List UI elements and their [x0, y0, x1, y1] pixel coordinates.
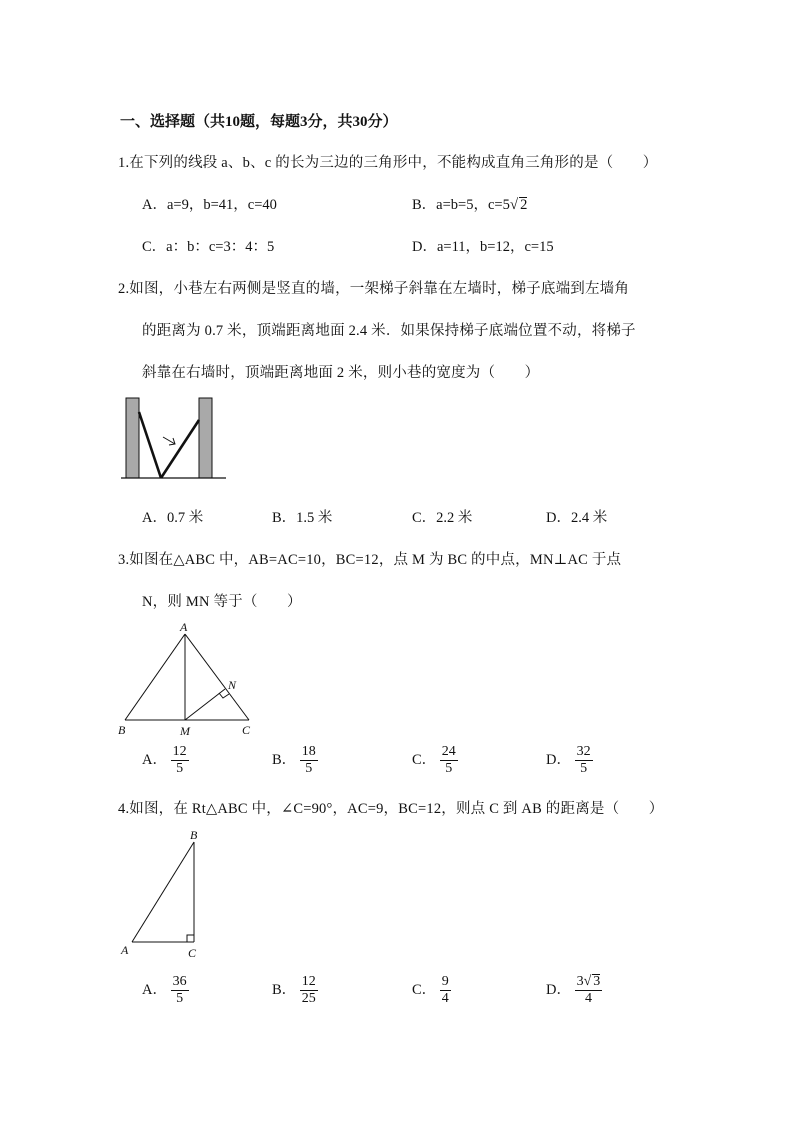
numerator: 36: [172, 974, 187, 989]
q2-option-c[interactable]: [412, 506, 472, 527]
option-text: 2.4 米: [570, 510, 608, 526]
numerator: 24: [441, 744, 456, 759]
radicand: 2: [520, 197, 528, 213]
question-2-stem-line-3: 斜靠在右墙时，顶端距离地面 2 米，则小巷的宽度为（ ）: [142, 365, 540, 381]
option-letter: A．: [142, 197, 167, 213]
numerator: 12: [172, 744, 187, 759]
fraction: [440, 744, 458, 777]
numerator: 12: [301, 974, 316, 989]
numerator: [575, 974, 603, 991]
option-text: a=11，b=12，c=15: [436, 239, 554, 255]
option-letter: B．: [412, 197, 437, 213]
fraction: [171, 974, 189, 1007]
right-angle-mark: [187, 935, 194, 942]
hypotenuse-ab: [132, 842, 194, 942]
label-m: M: [180, 724, 190, 738]
label-c: C: [242, 723, 251, 737]
numerator: 9: [441, 974, 449, 989]
denominator: 4: [584, 991, 592, 1006]
question-3-stem-line-1: 3.如图在△ABC 中，AB=AC=10，BC=12，点 M 为 BC 的中点，MN⊥AC 于点: [118, 552, 622, 568]
q1-option-b[interactable]: [412, 193, 527, 214]
label-b: B: [118, 723, 126, 737]
q1-option-d[interactable]: [412, 235, 554, 256]
q3-option-d[interactable]: [546, 744, 593, 777]
q4-option-c[interactable]: [412, 974, 451, 1007]
option-letter: C．: [142, 239, 167, 255]
side-ac: [185, 634, 249, 720]
q2-option-b[interactable]: [272, 506, 332, 527]
fraction: [171, 744, 189, 777]
label-c: C: [188, 946, 197, 960]
q3-option-c[interactable]: [412, 744, 458, 777]
option-letter: B．: [272, 510, 297, 526]
question-2-stem-line-1: 2.如图，小巷左右两侧是竖直的墙，一架梯子斜靠在左墙时，梯子底端到左墙角: [118, 281, 630, 297]
fraction: [575, 974, 603, 1007]
right-triangle-figure: [116, 826, 212, 964]
numerator: 32: [576, 744, 591, 759]
numerator: 18: [301, 744, 316, 759]
question-4-stem: 4.如图，在 Rt△ABC 中，∠C=90°，AC=9，BC=12，则点 C 到 AB 的距离是（ ）: [118, 801, 664, 817]
option-letter: D．: [546, 751, 571, 768]
label-b: B: [190, 828, 198, 842]
option-letter: D．: [546, 981, 571, 998]
left-wall: [126, 398, 139, 478]
fraction: [300, 974, 318, 1007]
option-text: a=b=5，c=5: [436, 197, 510, 213]
option-letter: D．: [412, 239, 437, 255]
denominator: 5: [580, 761, 588, 776]
question-1-stem: 1.在下列的线段 a、b、c 的长为三边的三角形中，不能构成直角三角形的是（ ）: [118, 155, 658, 171]
label-a: A: [121, 943, 129, 957]
side-ab: [125, 634, 185, 720]
label-n: N: [228, 678, 237, 692]
denominator: 5: [176, 991, 184, 1006]
radicand: 3: [593, 974, 601, 989]
q2-option-d[interactable]: [546, 506, 607, 527]
option-letter: B．: [272, 751, 297, 768]
right-wall: [199, 398, 212, 478]
option-letter: C．: [412, 981, 437, 998]
label-a: A: [180, 620, 188, 634]
q3-option-a[interactable]: [142, 744, 189, 777]
option-letter: A．: [142, 510, 167, 526]
denominator: 4: [441, 991, 449, 1006]
option-text: a=9，b=41，c=40: [166, 197, 277, 213]
right-angle-mark: [219, 693, 229, 698]
option-letter: C．: [412, 510, 437, 526]
q3-option-b[interactable]: [272, 744, 318, 777]
ladder-right-position: [161, 420, 199, 478]
option-letter: A．: [142, 751, 167, 768]
denominator: 25: [301, 991, 316, 1006]
q4-option-d[interactable]: [546, 974, 602, 1007]
fraction: [575, 744, 593, 777]
option-text: 0.7 米: [166, 510, 204, 526]
option-letter: B．: [272, 981, 297, 998]
denominator: 5: [305, 761, 313, 776]
option-letter: C．: [412, 751, 437, 768]
q4-option-a[interactable]: [142, 974, 189, 1007]
radical-sign: √: [583, 974, 592, 989]
option-text: 2.2 米: [436, 510, 473, 526]
fraction: [300, 744, 318, 777]
radical-sign: √: [509, 197, 519, 213]
denominator: 5: [176, 761, 184, 776]
ladder-left-position: [139, 412, 161, 478]
q4-option-b[interactable]: [272, 974, 318, 1007]
denominator: 5: [445, 761, 453, 776]
question-3-stem-line-2: N，则 MN 等于（ ）: [142, 594, 302, 610]
q1-option-c[interactable]: [142, 235, 274, 256]
question-2-stem-line-2: 的距离为 0.7 米，顶端距离地面 2.4 米．如果保持梯子底端位置不动，将梯子: [142, 323, 636, 339]
q1-option-a[interactable]: [142, 193, 277, 214]
option-letter: A．: [142, 981, 167, 998]
option-letter: D．: [546, 510, 571, 526]
option-text: a：b：c=3：4：5: [166, 239, 275, 255]
ladder-figure: [118, 392, 233, 484]
q2-option-a[interactable]: [142, 506, 203, 527]
option-text: 1.5 米: [296, 510, 333, 526]
triangle-abc-figure: [112, 616, 262, 740]
section-title: 一、选择题（共10题，每题3分，共30分）: [120, 114, 398, 130]
fraction: [440, 974, 451, 1007]
coefficient: 3: [576, 974, 584, 989]
